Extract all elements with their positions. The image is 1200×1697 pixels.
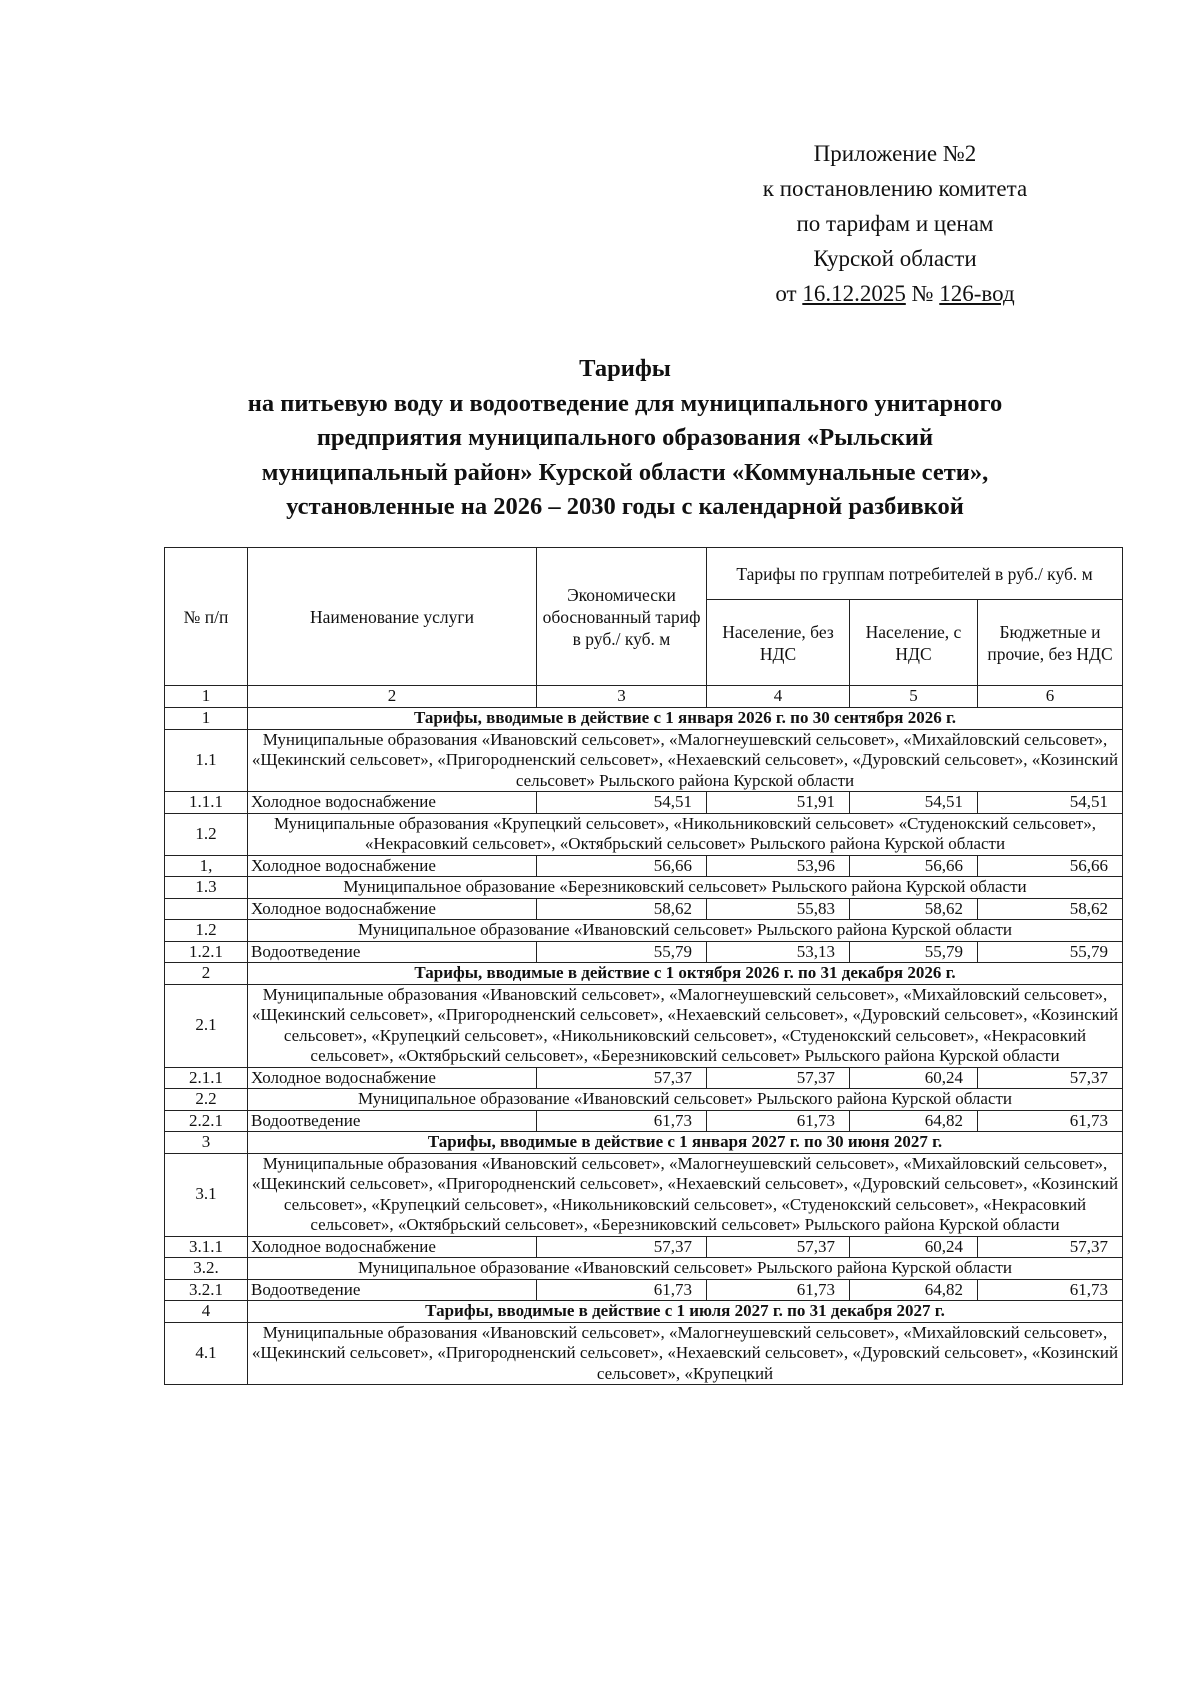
column-number: 2 bbox=[248, 686, 537, 708]
decree-date: 16.12.2025 bbox=[802, 281, 906, 306]
row-number: 1.1 bbox=[165, 729, 248, 792]
column-number: 3 bbox=[537, 686, 707, 708]
municipality-row bbox=[165, 877, 1123, 899]
row-number: 3.2. bbox=[165, 1258, 248, 1280]
budget-tariff: 56,66 bbox=[978, 855, 1123, 877]
tariff-row bbox=[165, 855, 1123, 877]
population-vat: 56,66 bbox=[850, 855, 978, 877]
municipality-row bbox=[165, 1153, 1123, 1236]
service-name: Холодное водоснабжение bbox=[248, 792, 537, 814]
municipality-row bbox=[165, 1258, 1123, 1280]
column-number: 5 bbox=[850, 686, 978, 708]
appendix-date-line bbox=[700, 276, 1090, 311]
population-no-vat: 53,13 bbox=[707, 941, 850, 963]
population-no-vat: 55,83 bbox=[707, 898, 850, 920]
municipality-text: Муниципальные образования «Крупецкий сельсовет», «Никольниковский сельсовет» «Студенокский сельсовет», «Некрасовкий сельсовет», «Октябрьский сельсовет» Рыльского района Курской области bbox=[248, 813, 1123, 855]
title-heading: Тарифы bbox=[579, 355, 671, 382]
header-num: № п/п bbox=[165, 548, 248, 686]
population-vat: 60,24 bbox=[850, 1067, 978, 1089]
section-row bbox=[165, 963, 1123, 985]
municipality-row bbox=[165, 1322, 1123, 1385]
economic-tariff: 58,62 bbox=[537, 898, 707, 920]
population-no-vat: 53,96 bbox=[707, 855, 850, 877]
municipality-text: Муниципальное образование «Ивановский сельсовет» Рыльского района Курской области bbox=[248, 1258, 1123, 1280]
section-title: Тарифы, вводимые в действие с 1 июля 2027 г. по 31 декабря 2027 г. bbox=[248, 1301, 1123, 1323]
tariff-row bbox=[165, 792, 1123, 814]
budget-tariff: 54,51 bbox=[978, 792, 1123, 814]
row-number: 2.1.1 bbox=[165, 1067, 248, 1089]
row-number bbox=[165, 898, 248, 920]
municipality-text: Муниципальные образования «Ивановский сельсовет», «Малогнеушевский сельсовет», «Михайловский сельсовет», «Щекинский сельсовет», «Пригородненский сельсовет», «Нехаевский сельсовет», «Дуровский сельсовет», «Козинский сельсовет», «Крупецкий сельсовет», «Никольниковский сельсовет», «Студенокский сельсовет», «Некрасовкий сельсовет», «Октябрьский сельсовет», «Березниковский сельсовет» Рыльского района Курской области bbox=[248, 984, 1123, 1067]
economic-tariff: 61,73 bbox=[537, 1110, 707, 1132]
population-no-vat: 61,73 bbox=[707, 1279, 850, 1301]
municipality-row bbox=[165, 984, 1123, 1067]
municipality-row bbox=[165, 813, 1123, 855]
header-population-vat: Население, с НДС bbox=[850, 600, 978, 686]
appendix-line: к постановлению комитета bbox=[762, 176, 1028, 201]
budget-tariff: 55,79 bbox=[978, 941, 1123, 963]
tariffs-table bbox=[164, 547, 1123, 1385]
municipality-text: Муниципальное образование «Ивановский сельсовет» Рыльского района Курской области bbox=[248, 1089, 1123, 1111]
tariff-row bbox=[165, 1110, 1123, 1132]
budget-tariff: 57,37 bbox=[978, 1236, 1123, 1258]
header-economic-tariff: Экономически обоснованный тариф в руб./ куб. м bbox=[537, 548, 707, 686]
section-title: Тарифы, вводимые в действие с 1 января 2026 г. по 30 сентября 2026 г. bbox=[248, 708, 1123, 730]
municipality-text: Муниципальные образования «Ивановский сельсовет», «Малогнеушевский сельсовет», «Михайловский сельсовет», «Щекинский сельсовет», «Пригородненский сельсовет», «Нехаевский сельсовет», «Дуровский сельсовет», «Козинский сельсовет» Рыльского района Курской области bbox=[248, 729, 1123, 792]
budget-tariff: 57,37 bbox=[978, 1067, 1123, 1089]
population-no-vat: 51,91 bbox=[707, 792, 850, 814]
row-number: 1.3 bbox=[165, 877, 248, 899]
section-row bbox=[165, 1301, 1123, 1323]
row-number: 2.2.1 bbox=[165, 1110, 248, 1132]
column-number: 1 bbox=[165, 686, 248, 708]
economic-tariff: 56,66 bbox=[537, 855, 707, 877]
population-vat: 54,51 bbox=[850, 792, 978, 814]
column-number: 4 bbox=[707, 686, 850, 708]
population-no-vat: 57,37 bbox=[707, 1067, 850, 1089]
header-service: Наименование услуги bbox=[248, 548, 537, 686]
appendix-line: по тарифам и ценам bbox=[796, 211, 994, 236]
section-title: Тарифы, вводимые в действие с 1 октября 2026 г. по 31 декабря 2026 г. bbox=[248, 963, 1123, 985]
row-number: 1.2 bbox=[165, 813, 248, 855]
header-consumer-groups: Тарифы по группам потребителей в руб./ куб. м bbox=[707, 548, 1123, 600]
row-number: 1, bbox=[165, 855, 248, 877]
service-name: Водоотведение bbox=[248, 941, 537, 963]
municipality-text: Муниципальные образования «Ивановский сельсовет», «Малогнеушевский сельсовет», «Михайловский сельсовет», «Щекинский сельсовет», «Пригородненский сельсовет», «Нехаевский сельсовет», «Дуровский сельсовет», «Козинский сельсовет», «Крупецкий сельсовет», «Никольниковский сельсовет», «Студенокский сельсовет», «Некрасовкий сельсовет», «Октябрьский сельсовет», «Березниковский сельсовет» Рыльского района Курской области bbox=[248, 1153, 1123, 1236]
row-number: 1.2 bbox=[165, 920, 248, 942]
economic-tariff: 54,51 bbox=[537, 792, 707, 814]
municipality-row bbox=[165, 1089, 1123, 1111]
population-vat: 64,82 bbox=[850, 1279, 978, 1301]
economic-tariff: 57,37 bbox=[537, 1067, 707, 1089]
service-name: Водоотведение bbox=[248, 1110, 537, 1132]
row-number: 4 bbox=[165, 1301, 248, 1323]
row-number: 1.2.1 bbox=[165, 941, 248, 963]
document-title bbox=[180, 352, 1070, 525]
title-line: муниципальный район» Курской области «Коммунальные сети», bbox=[261, 458, 989, 486]
municipality-text: Муниципальное образование «Березниковский сельсовет» Рыльского района Курской области bbox=[248, 877, 1123, 899]
economic-tariff: 61,73 bbox=[537, 1279, 707, 1301]
row-number: 1.1.1 bbox=[165, 792, 248, 814]
row-number: 3.1.1 bbox=[165, 1236, 248, 1258]
header-budget: Бюджетные и прочие, без НДС bbox=[978, 600, 1123, 686]
row-number: 2.2 bbox=[165, 1089, 248, 1111]
date-prefix: от bbox=[775, 281, 797, 306]
section-title: Тарифы, вводимые в действие с 1 января 2027 г. по 30 июня 2027 г. bbox=[248, 1132, 1123, 1154]
population-no-vat: 61,73 bbox=[707, 1110, 850, 1132]
economic-tariff: 57,37 bbox=[537, 1236, 707, 1258]
column-number: 6 bbox=[978, 686, 1123, 708]
service-name: Холодное водоснабжение bbox=[248, 898, 537, 920]
service-name: Холодное водоснабжение bbox=[248, 1067, 537, 1089]
appendix-title: Приложение №2 bbox=[813, 141, 977, 166]
row-number: 2 bbox=[165, 963, 248, 985]
header-population-no-vat: Население, без НДС bbox=[707, 600, 850, 686]
row-number: 3.2.1 bbox=[165, 1279, 248, 1301]
row-number: 1 bbox=[165, 708, 248, 730]
municipality-row bbox=[165, 920, 1123, 942]
population-vat: 55,79 bbox=[850, 941, 978, 963]
municipality-row bbox=[165, 729, 1123, 792]
number-sign: № bbox=[911, 281, 934, 306]
section-row bbox=[165, 708, 1123, 730]
appendix-block bbox=[700, 136, 1090, 311]
row-number: 4.1 bbox=[165, 1322, 248, 1385]
population-no-vat: 57,37 bbox=[707, 1236, 850, 1258]
population-vat: 64,82 bbox=[850, 1110, 978, 1132]
tariff-row bbox=[165, 1067, 1123, 1089]
appendix-line: Курской области bbox=[813, 246, 977, 271]
decree-number: 126-вод bbox=[939, 281, 1015, 306]
population-vat: 60,24 bbox=[850, 1236, 978, 1258]
title-line: предприятия муниципального образования «Рыльский bbox=[316, 424, 934, 451]
economic-tariff: 55,79 bbox=[537, 941, 707, 963]
tariff-row bbox=[165, 1279, 1123, 1301]
budget-tariff: 61,73 bbox=[978, 1110, 1123, 1132]
title-line: установленные на 2026 – 2030 годы с календарной разбивкой bbox=[286, 493, 964, 520]
tariff-row bbox=[165, 1236, 1123, 1258]
population-vat: 58,62 bbox=[850, 898, 978, 920]
municipality-text: Муниципальные образования «Ивановский сельсовет», «Малогнеушевский сельсовет», «Михайловский сельсовет», «Щекинский сельсовет», «Пригородненский сельсовет», «Нехаевский сельсовет», «Дуровский сельсовет», «Козинский сельсовет», «Крупецкий bbox=[248, 1322, 1123, 1385]
row-number: 3 bbox=[165, 1132, 248, 1154]
section-row bbox=[165, 1132, 1123, 1154]
service-name: Холодное водоснабжение bbox=[248, 855, 537, 877]
row-number: 2.1 bbox=[165, 984, 248, 1067]
budget-tariff: 61,73 bbox=[978, 1279, 1123, 1301]
row-number: 3.1 bbox=[165, 1153, 248, 1236]
budget-tariff: 58,62 bbox=[978, 898, 1123, 920]
service-name: Водоотведение bbox=[248, 1279, 537, 1301]
tariff-row bbox=[165, 941, 1123, 963]
municipality-text: Муниципальное образование «Ивановский сельсовет» Рыльского района Курской области bbox=[248, 920, 1123, 942]
service-name: Холодное водоснабжение bbox=[248, 1236, 537, 1258]
tariff-row bbox=[165, 898, 1123, 920]
title-line: на питьевую воду и водоотведение для муниципального унитарного bbox=[247, 389, 1003, 417]
